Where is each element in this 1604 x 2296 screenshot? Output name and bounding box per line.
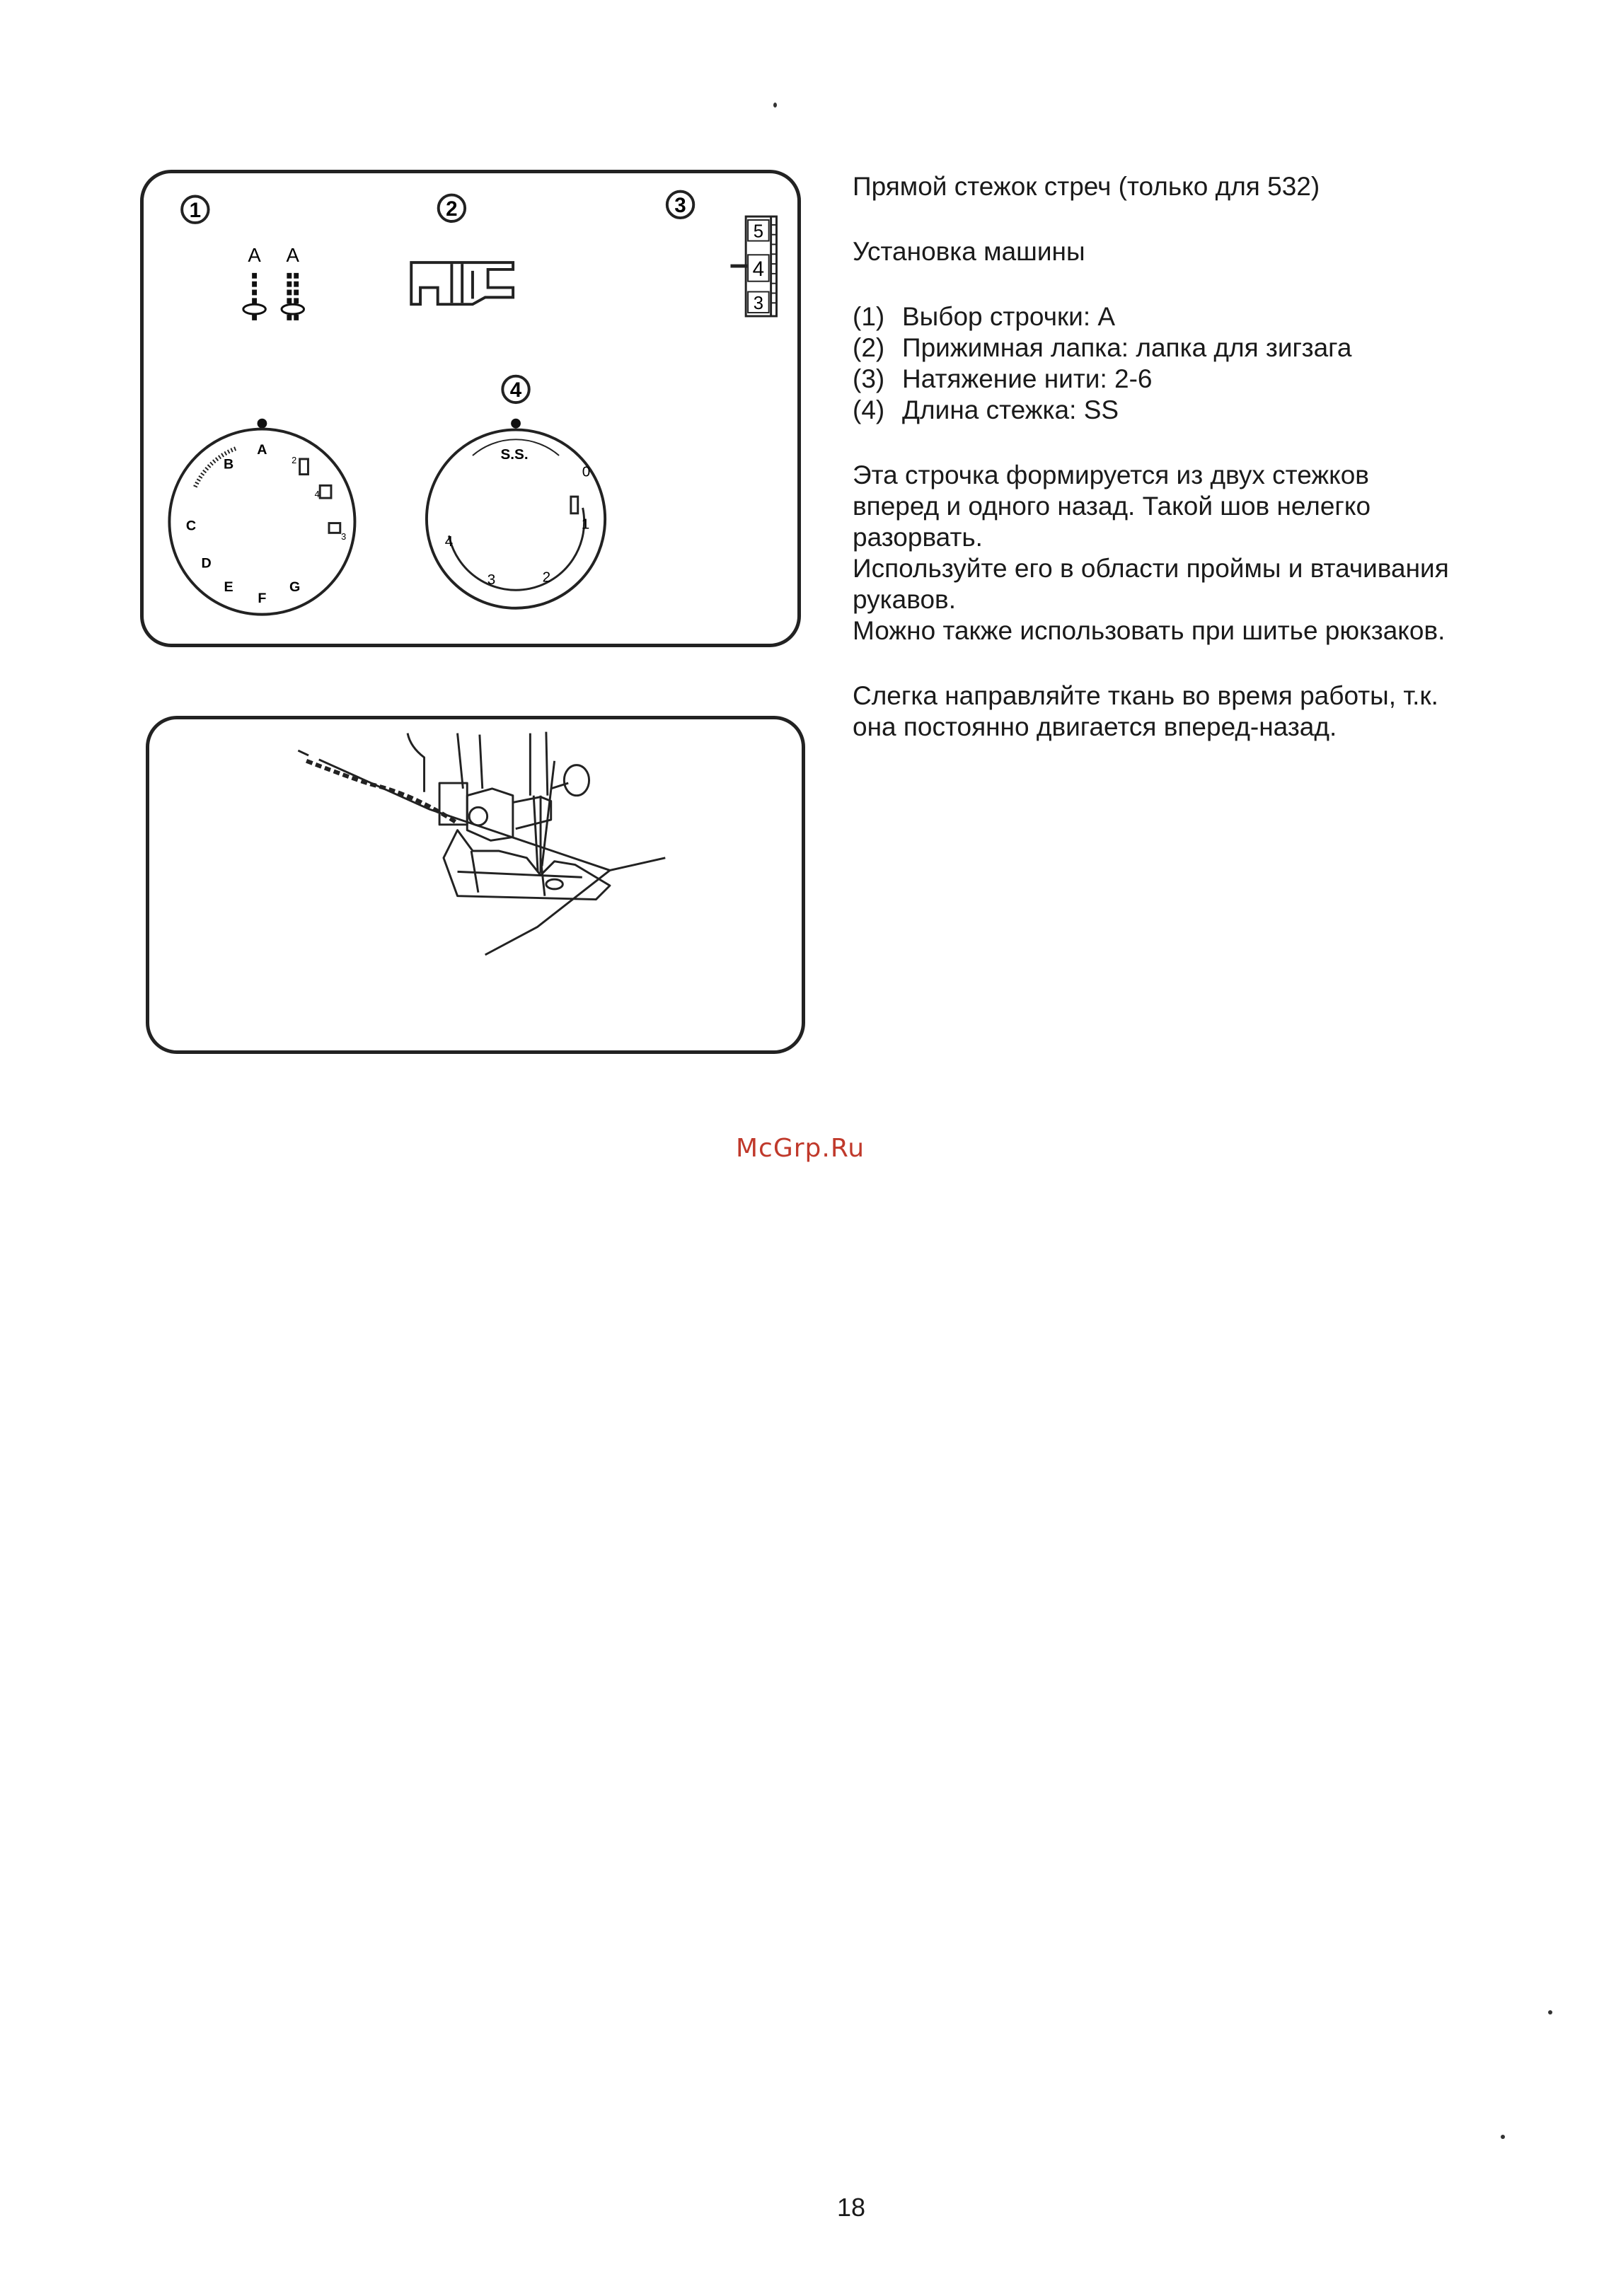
svg-text:E: E [224, 579, 233, 596]
scan-speck [1548, 2010, 1552, 2014]
paragraph-line: рукавов. [853, 585, 956, 614]
svg-text:F: F [258, 590, 267, 606]
svg-text:3: 3 [487, 572, 496, 589]
paragraph-line: разорвать. [853, 523, 983, 552]
setting-text: Длина стежка: SS [902, 395, 1119, 424]
pattern-selector-dial [169, 419, 354, 615]
svg-text:D: D [201, 555, 212, 572]
svg-text:0: 0 [582, 463, 591, 480]
scan-speck [773, 103, 777, 108]
svg-text:B: B [224, 456, 234, 472]
svg-text:3: 3 [674, 194, 686, 218]
stitch-pattern-icons [243, 244, 304, 321]
svg-text:S.S.: S.S. [500, 446, 529, 463]
machine-settings-figure [140, 170, 801, 647]
svg-text:1: 1 [581, 516, 590, 533]
stitch-length-dial [427, 419, 605, 608]
paragraph-line: она постоянно двигается вперед-назад. [853, 712, 1337, 741]
svg-text:4: 4 [752, 257, 765, 281]
setting-item [853, 301, 1560, 332]
marker-1 [182, 197, 208, 223]
tension-dial-icon [730, 216, 776, 316]
setting-number: (4) [853, 395, 885, 424]
marker-2 [439, 195, 465, 221]
svg-text:A: A [257, 442, 267, 458]
svg-text:4: 4 [314, 489, 320, 500]
setting-text: Прижимная лапка: лапка для зигзага [902, 333, 1352, 362]
svg-text:3: 3 [753, 294, 764, 314]
svg-text:5: 5 [753, 221, 764, 242]
paragraph-line: Можно также использовать при шитье рюкзаков. [853, 616, 1446, 645]
page-heading: Прямой стежок стреч (только для 532) [853, 172, 1320, 201]
svg-text:2: 2 [446, 197, 458, 221]
paragraph-line: вперед и одного назад. Такой шов нелегко [853, 492, 1371, 521]
svg-text:2: 2 [542, 569, 551, 586]
svg-text:4: 4 [444, 533, 454, 550]
setting-item [853, 395, 1560, 426]
setting-item [853, 364, 1560, 395]
description-paragraph [853, 460, 1560, 647]
guidance-paragraph [853, 680, 1560, 743]
page-number: 18 [837, 2193, 866, 2222]
setting-text: Выбор строчки: A [902, 302, 1116, 331]
section-subheading: Установка машины [853, 237, 1085, 266]
sewing-illustration-figure [146, 716, 805, 1054]
setting-number: (1) [853, 302, 885, 331]
setting-number: (3) [853, 364, 885, 393]
marker-3 [667, 192, 693, 218]
scan-speck [1501, 2135, 1505, 2139]
svg-text:G: G [289, 579, 301, 596]
svg-text:A: A [286, 244, 299, 267]
svg-text:1: 1 [189, 199, 202, 223]
svg-text:3: 3 [341, 531, 347, 543]
settings-diagram [144, 173, 797, 644]
watermark: McGrp.Ru [736, 1134, 865, 1163]
setting-number: (2) [853, 333, 885, 362]
paragraph-line: Эта строчка формируется из двух стежков [853, 460, 1369, 489]
svg-text:C: C [185, 518, 197, 534]
svg-text:2: 2 [292, 454, 297, 465]
paragraph-line: Используйте его в области проймы и втачивания [853, 554, 1449, 583]
setting-item [853, 332, 1560, 364]
settings-list [853, 301, 1560, 426]
zigzag-foot-icon [411, 262, 513, 304]
svg-text:A: A [248, 244, 261, 267]
presser-foot-drawing [149, 719, 802, 1050]
paragraph-line: Слегка направляйте ткань во время работы, т.к. [853, 681, 1438, 710]
marker-4 [502, 376, 529, 402]
svg-text:4: 4 [509, 378, 522, 402]
instructions-text [853, 171, 1560, 777]
setting-text: Натяжение нити: 2-6 [902, 364, 1153, 393]
